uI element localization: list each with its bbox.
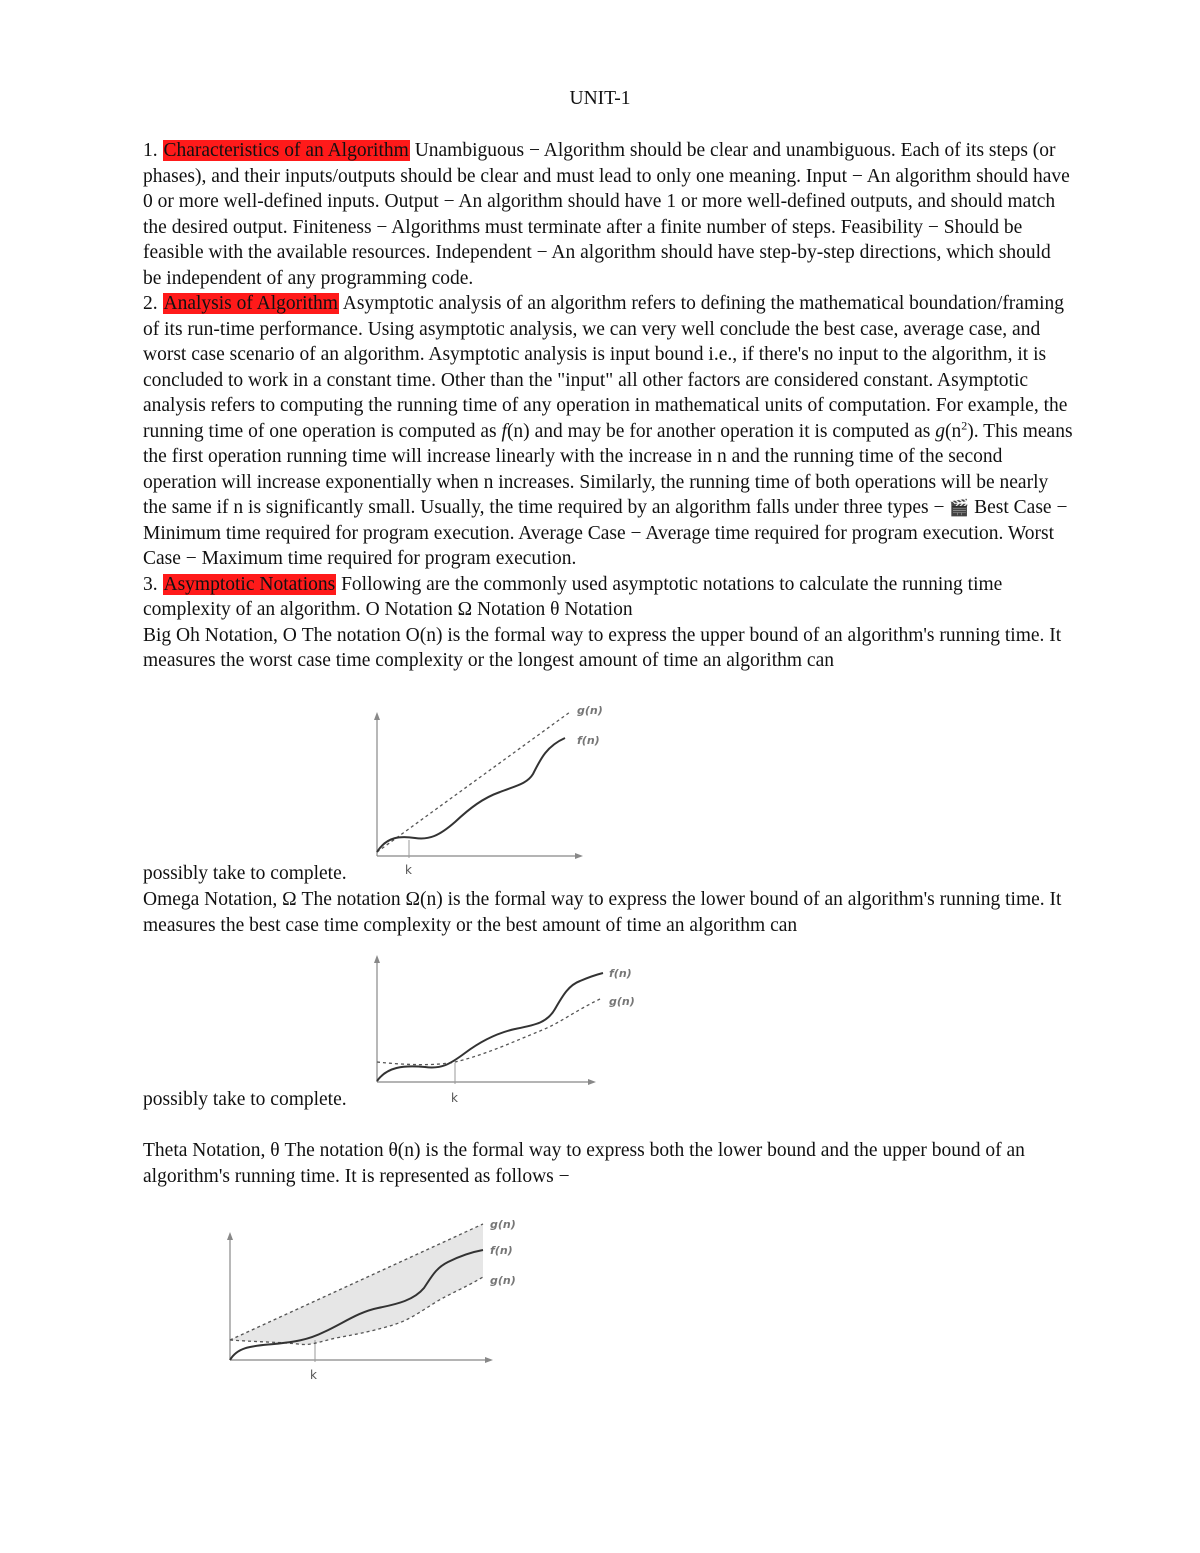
section-3-number: 3. [143, 573, 158, 595]
g-arg-close: ) [967, 420, 974, 442]
g-arg-open: (n [945, 420, 962, 442]
body-text [143, 138, 1073, 674]
g-superscript: 2 [961, 418, 968, 432]
section-2-body-b: and may be for another operation it is computed as [529, 420, 936, 442]
section-1-heading: Characteristics of an Algorithm [163, 140, 409, 161]
omega-paragraph: Omega Notation, Ω The notation Ω(n) is the formal way to express the lower bound of an algorithm's running time. It measures the best case time complexity or the best amount of time an algorithm can [143, 889, 1062, 936]
f-label: f(n) [490, 1244, 513, 1257]
g-symbol: g [935, 420, 946, 442]
y-axis-arrow-icon [227, 1232, 233, 1240]
k-label: k [451, 1091, 458, 1105]
g-label: g(n) [577, 704, 603, 717]
section-2 [143, 291, 1073, 572]
page-title: UNIT-1 [569, 88, 631, 109]
theta-graph [218, 1212, 528, 1387]
big-oh-graph [365, 700, 603, 880]
y-axis-arrow-icon [374, 712, 380, 720]
section-1 [143, 138, 1073, 291]
g-curve [377, 999, 600, 1065]
g-upper-label: g(n) [490, 1218, 516, 1231]
f-curve [377, 973, 603, 1081]
section-2-body-c: . This means the first operation running time will increase linearly with the increase in n and the running time of the second operation will increase exponentially when n increases. Similarly, the running time of both operations will be nearly the same if n is significantly small. Usually, the time required by an algorithm falls under three types − [143, 420, 1073, 518]
section-2-body-a: Asymptotic analysis of an algorithm refers to defining the mathematical boundation/framing of its run-time performance. Using asymptotic analysis, we can very well conclude the best case, average case, and worst case scenario of an algorithm. Asymptotic analysis is input bound i.e., if there's no input to the algorithm, it is concluded to work in a constant time. Other than the "input" all other factors are considered constant. Asymptotic analysis refers to computing the running time of any operation in mathematical units of computation. For example, the running time of one operation is computed as [143, 293, 1068, 442]
big-oh-end: possibly take to complete. [143, 863, 347, 884]
g-label: g(n) [609, 995, 635, 1008]
section-3 [143, 572, 1073, 623]
g-curve [377, 712, 570, 852]
k-label: k [405, 863, 412, 877]
section-1-body: Unambiguous − Algorithm should be clear and unambiguous. Each of its steps (or phases), and their inputs/outputs should be clear and must lead to only one meaning. Input − An algorithm should have 0 or more well-defined inputs. Output − An algorithm should have 1 or more well-defined outputs, and should match the desired output. Finiteness − Algorithms must terminate after a finite number of steps. Feasibility − Should be feasible with the available resources. Independent − An algorithm should have step-by-step directions, which should be independent of any programming code. [143, 140, 1070, 289]
g-lower-label: g(n) [490, 1274, 516, 1287]
clapper-icon: 🎬 [949, 498, 970, 517]
f-symbol: f [501, 420, 507, 442]
y-axis-arrow-icon [374, 955, 380, 963]
section-3-body: Following are the commonly used asymptotic notations to calculate the running time complexity of an algorithm. Ο Notation Ω Notation θ Notation [143, 573, 1003, 620]
f-arg: (n) [506, 420, 530, 442]
omega-graph [365, 945, 635, 1110]
f-label: f(n) [609, 967, 632, 980]
x-axis-arrow-icon [588, 1079, 596, 1085]
section-2-number: 2. [143, 293, 158, 314]
f-curve [377, 738, 565, 852]
section-1-number: 1. [143, 140, 158, 161]
x-axis-arrow-icon [485, 1357, 493, 1363]
k-label: k [310, 1368, 317, 1382]
f-label: f(n) [577, 734, 600, 747]
section-2-body-d: Best Case − Minimum time required for program execution. Average Case − Average time required for program execution. Worst Case − Maximum time required for program execution. [143, 497, 1068, 569]
section-2-heading: Analysis of Algorithm [163, 293, 338, 314]
big-oh-paragraph: Big Oh Notation, Ο The notation Ο(n) is the formal way to express the upper bound of an algorithm's running time. It measures the worst case time complexity or the longest amount of time an algorithm can [143, 624, 1062, 671]
x-axis-arrow-icon [575, 853, 583, 859]
omega-end: possibly take to complete. [143, 1089, 347, 1110]
theta-paragraph: Theta Notation, θ The notation θ(n) is the formal way to express both the lower bound and the upper bound of an algorithm's running time. It is represented as follows − [143, 1140, 1025, 1187]
section-3-heading: Asymptotic Notations [163, 573, 336, 595]
